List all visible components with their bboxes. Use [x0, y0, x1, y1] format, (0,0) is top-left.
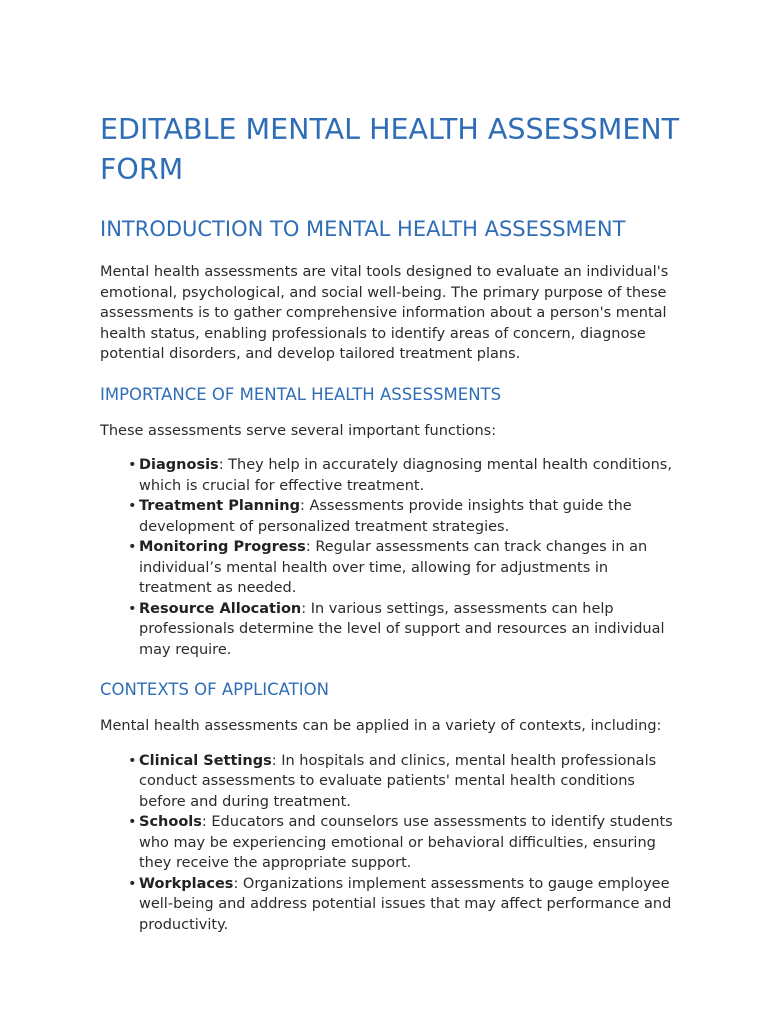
list-item-term: Treatment Planning — [139, 498, 300, 514]
importance-list — [100, 455, 680, 660]
list-item-text: : Educators and counselors use assessments to identify students who may be experiencing emotional or behavioral difficulties, ensuring they receive the appropriate support. — [139, 814, 673, 871]
importance-heading: IMPORTANCE OF MENTAL HEALTH ASSESSMENTS — [100, 384, 502, 404]
bullet-icon: • — [128, 752, 137, 769]
list-item — [128, 455, 680, 496]
list-item — [128, 812, 680, 874]
list-item-text: : In hospitals and clinics, mental health professionals conduct assessments to evaluate patients' mental health conditions before and during treatment. — [139, 752, 657, 810]
list-item-term: Diagnosis — [139, 457, 219, 473]
contexts-list — [100, 751, 680, 936]
list-item-text: : Organizations implement assessments to gauge employee well-being and address potential issues that may affect performance and productivity. — [139, 875, 672, 933]
importance-lead-paragraph: These assessments serve several important functions: — [100, 422, 497, 439]
bullet-icon: • — [128, 600, 137, 617]
document-page — [100, 110, 680, 935]
list-item-term: Workplaces — [139, 875, 234, 892]
list-item — [128, 537, 680, 599]
list-item-text: : In various settings, assessments can help professionals determine the level of support and resources an individual may require. — [139, 600, 665, 658]
intro-paragraph: Mental health assessments are vital tools designed to evaluate an individual's emotional, psychological, and social well-being. The primary purpose of these assessments is to gather comprehensive information about a person's mental health status, enabling professionals to identify areas of concern, diagnose potential disorders, and develop tailored treatment plans. — [100, 264, 669, 362]
list-item-term: Monitoring Progress — [139, 539, 306, 555]
list-item-term: Clinical Settings — [139, 752, 272, 769]
contexts-lead-paragraph: Mental health assessments can be applied in a variety of contexts, including: — [100, 718, 662, 734]
list-item-text: : They help in accurately diagnosing mental health conditions, which is crucial for effective treatment. — [139, 457, 672, 494]
intro-heading: INTRODUCTION TO MENTAL HEALTH ASSESSMENT — [100, 217, 626, 241]
list-item — [128, 874, 680, 936]
list-item-text: : Regular assessments can track changes in an individual’s mental health over time, allowing for adjustments in treatment as needed. — [139, 539, 648, 596]
list-item — [128, 751, 680, 813]
list-item-term: Resource Allocation — [139, 600, 302, 617]
document-title: EDITABLE MENTAL HEALTH ASSESSMENT FORM — [100, 113, 680, 186]
list-item-text: : Assessments provide insights that guide the development of personalized treatment strategies. — [139, 498, 632, 535]
bullet-icon: • — [128, 457, 137, 473]
list-item — [128, 599, 680, 661]
contexts-heading: CONTEXTS OF APPLICATION — [100, 680, 329, 699]
bullet-icon: • — [128, 539, 137, 555]
list-item-term: Schools — [139, 814, 202, 830]
list-item — [128, 496, 680, 537]
bullet-icon: • — [128, 875, 137, 892]
bullet-icon: • — [128, 498, 137, 514]
bullet-icon: • — [128, 814, 137, 830]
